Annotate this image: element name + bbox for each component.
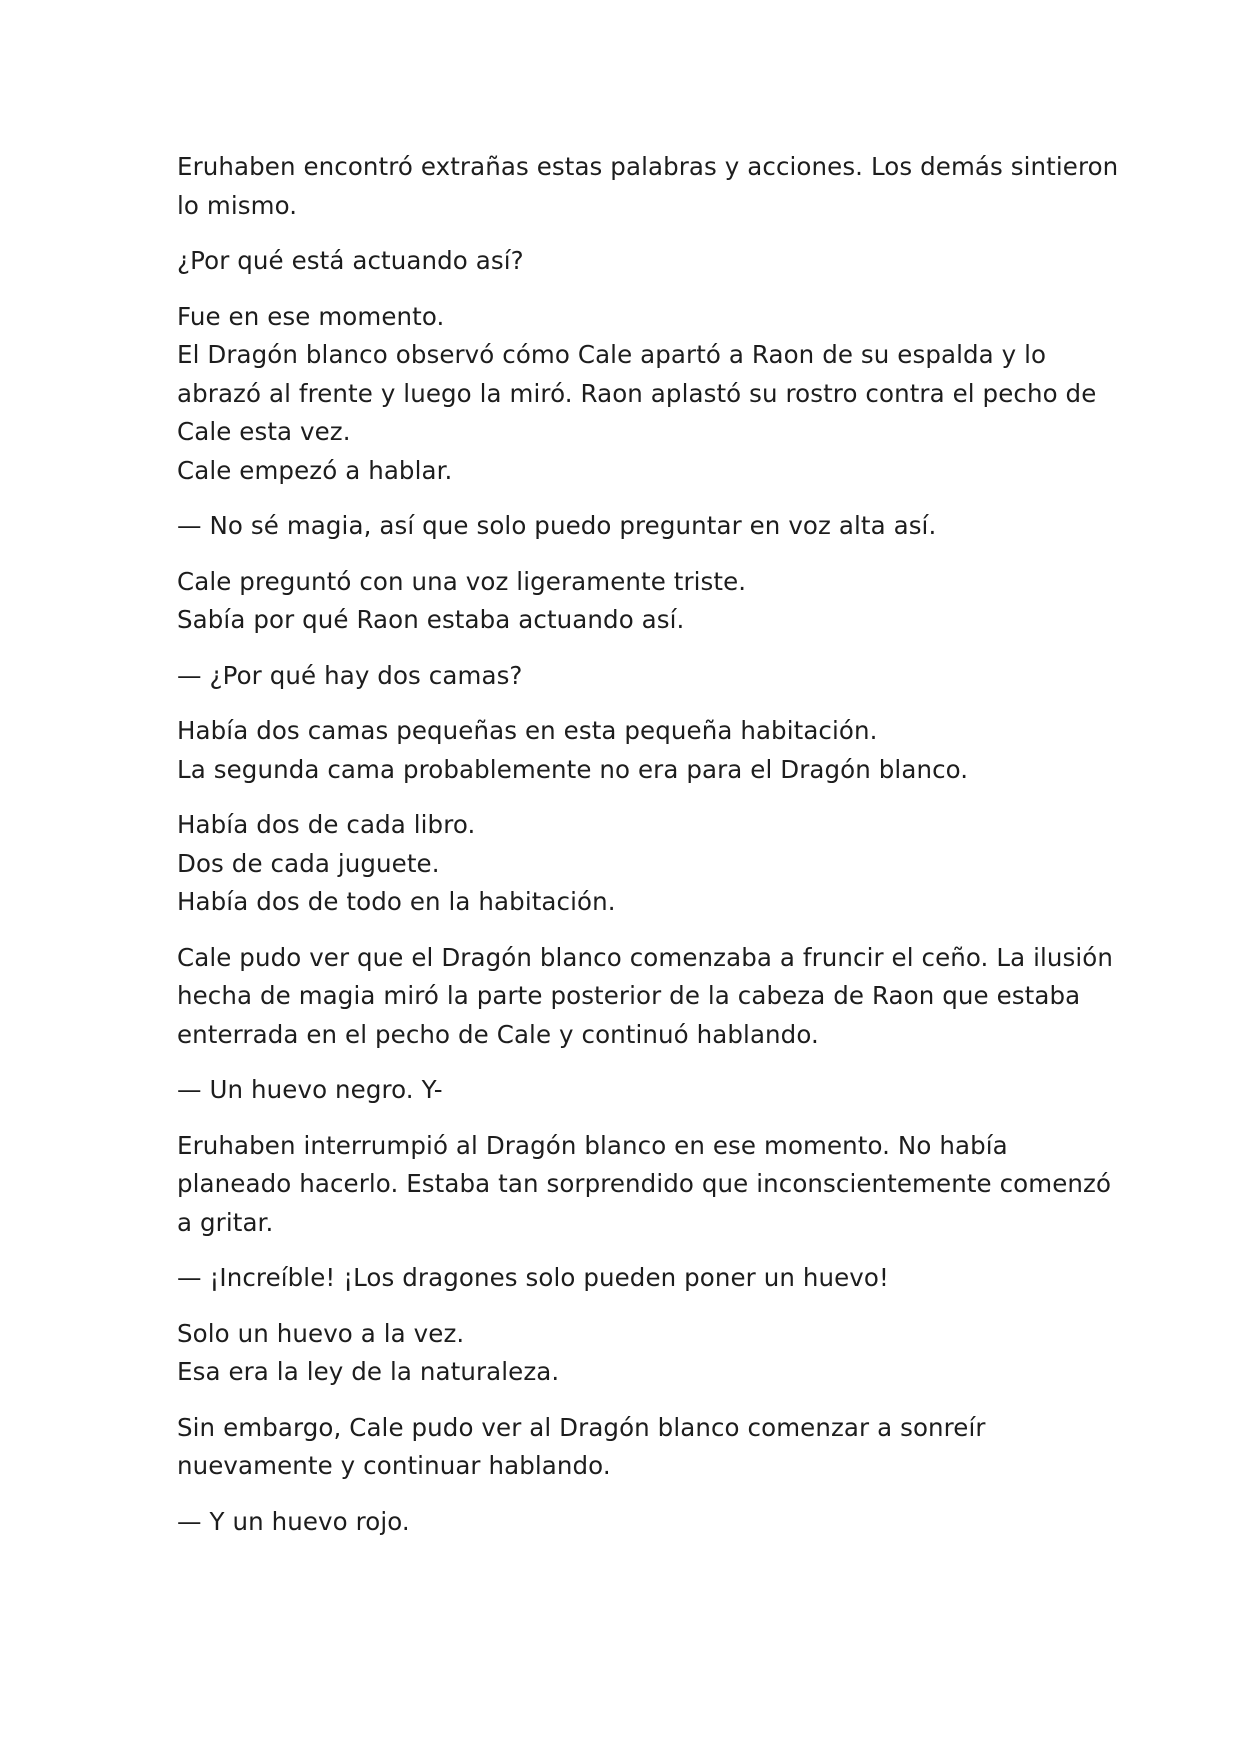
paragraph bbox=[177, 1315, 1077, 1392]
text-line: Cale esta vez. bbox=[177, 417, 351, 446]
text-line: Eruhaben interrumpió al Dragón blanco en ese momento. No había bbox=[177, 1130, 1008, 1160]
text-line: — Un huevo negro. Y- bbox=[177, 1075, 443, 1104]
text-line: — Y un huevo rojo. bbox=[177, 1506, 410, 1536]
text-line: Solo un huevo a la vez. bbox=[177, 1318, 465, 1348]
dialogue-paragraph bbox=[177, 1071, 1077, 1110]
paragraph bbox=[177, 806, 1077, 922]
paragraph bbox=[177, 148, 1119, 225]
text-line: Cale preguntó con una voz ligeramente triste. bbox=[177, 566, 747, 596]
text-line: — ¿Por qué hay dos camas? bbox=[177, 660, 523, 690]
document-body bbox=[177, 148, 1119, 1558]
dialogue-paragraph bbox=[177, 1503, 1077, 1542]
text-line: ¿Por qué está actuando así? bbox=[177, 246, 524, 275]
text-line: abrazó al frente y luego la miró. Raon aplastó su rostro contra el pecho de bbox=[177, 378, 1097, 408]
text-line: — ¡Increíble! ¡Los dragones solo pueden poner un huevo! bbox=[177, 1263, 889, 1292]
text-line: Fue en ese momento. bbox=[177, 301, 445, 331]
text-line: lo mismo. bbox=[177, 190, 298, 220]
text-line: El Dragón blanco observó cómo Cale apartó a Raon de su espalda y lo bbox=[177, 340, 1047, 369]
text-line: planeado hacerlo. Estaba tan sorprendido que inconscientemente comenzó bbox=[177, 1169, 1112, 1198]
text-line: Eruhaben encontró extrañas estas palabras y acciones. Los demás sintieron bbox=[177, 152, 1119, 181]
paragraph bbox=[177, 563, 1077, 640]
text-line: La segunda cama probablemente no era para el Dragón blanco. bbox=[177, 754, 969, 784]
text-line: enterrada en el pecho de Cale y continuó hablando. bbox=[177, 1019, 819, 1049]
text-line: Dos de cada juguete. bbox=[177, 848, 440, 878]
text-line: Había dos camas pequeñas en esta pequeña habitación. bbox=[177, 716, 878, 745]
text-line: Sin embargo, Cale pudo ver al Dragón blanco comenzar a sonreír bbox=[177, 1412, 986, 1442]
paragraph bbox=[177, 1127, 1112, 1243]
paragraph bbox=[177, 1409, 1077, 1486]
paragraph bbox=[177, 939, 1113, 1055]
paragraph bbox=[177, 712, 1077, 789]
text-line: hecha de magia miró la parte posterior de la cabeza de Raon que estaba bbox=[177, 981, 1081, 1010]
text-line: — No sé magia, así que solo puedo preguntar en voz alta así. bbox=[177, 511, 937, 540]
dialogue-paragraph bbox=[177, 657, 1077, 696]
paragraph bbox=[177, 298, 1097, 491]
text-line: Cale pudo ver que el Dragón blanco comenzaba a fruncir el ceño. La ilusión bbox=[177, 942, 1113, 972]
text-line: a gritar. bbox=[177, 1207, 274, 1237]
text-line: Cale empezó a hablar. bbox=[177, 455, 453, 485]
dialogue-paragraph bbox=[177, 507, 1077, 546]
text-line: Había dos de cada libro. bbox=[177, 810, 476, 839]
dialogue-paragraph bbox=[177, 1259, 1077, 1298]
text-line: Esa era la ley de la naturaleza. bbox=[177, 1357, 560, 1386]
text-line: Había dos de todo en la habitación. bbox=[177, 887, 616, 916]
text-line: Sabía por qué Raon estaba actuando así. bbox=[177, 605, 685, 634]
paragraph bbox=[177, 242, 1077, 281]
text-line: nuevamente y continuar hablando. bbox=[177, 1451, 611, 1480]
